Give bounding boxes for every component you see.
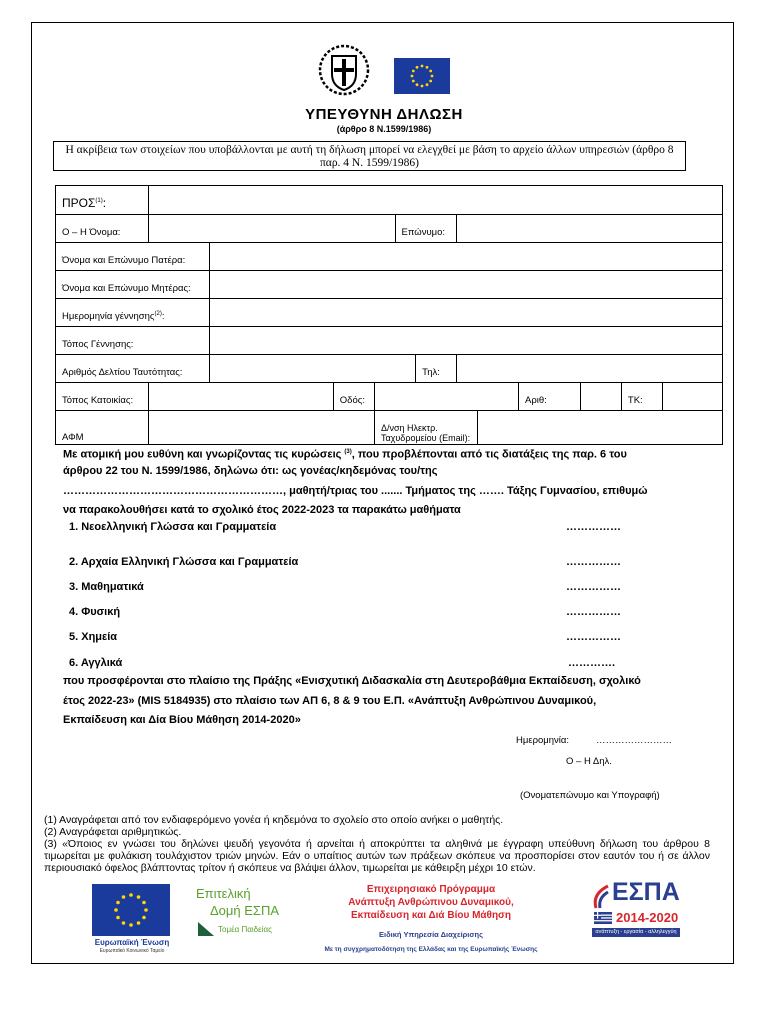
name-label: Ο – Η Όνομα: [56,215,149,243]
espa-logo-text: ΕΣΠΑ [612,878,680,906]
street-field[interactable] [374,383,518,411]
afm-field[interactable] [148,411,374,445]
signature-label: (Ονοματεπώνυμο και Υπογραφή) [520,790,660,801]
father-name-label: Όνομα και Επώνυμο Πατέρα: [56,243,210,271]
afm-label: ΑΦΜ [56,411,149,445]
executive-structure-line-1: Επιτελική [196,886,251,901]
declaration-line-3: ……………………………………………………, μαθητή/τριας του ....... Τμήματος της ……. Τάξης Γυμνασίου, επιθυμώ [63,485,648,497]
email-label: Δ/νση Ηλεκτρ. Ταχυδρομείου (Email): [374,411,477,445]
subject-label: 1. Νεοελληνική Γλώσσα και Γραμματεία [69,521,277,533]
offering-line-3: Εκπαίδευση και Δία Βίου Μάθηση 2014-2020» [63,714,301,726]
espa-tagline: ανάπτυξη - εργασία - αλληλεγγύη [592,928,680,937]
greek-coat-of-arms-icon [318,44,370,96]
phone-label: Τηλ: [416,355,457,383]
executive-structure-line-2: Δομή ΕΣΠΑ [210,903,280,918]
id-number-label: Αριθμός Δελτίου Ταυτότητας: [56,355,210,383]
subject-dots[interactable]: …………… [566,581,621,593]
subject-label: 4. Φυσική [69,606,121,618]
subject-dots[interactable]: …………. [568,657,616,669]
subject-dots[interactable]: …………… [566,606,621,618]
residence-label: Τόπος Κατοικίας: [56,383,149,411]
eu-flag-logo-icon [92,884,170,936]
declaration-line-4: να παρακολουθήσει κατά το σχολικό έτος 2022-2023 τα παρακάτω μαθήματα [63,504,461,516]
page-title: ΥΠΕΥΘΥΝΗ ΔΗΛΩΣΗ [305,106,463,123]
executive-structure-line-3: Τομέα Παιδείας [218,925,272,934]
subject-label: 3. Μαθηματικά [69,581,144,593]
declaration-line-1: Με ατομική μου ευθύνη και γνωρίζοντας τις κυρώσεις $^{(3)}$, που προβλέπονται από τις διατάξεις της παρ. 6 του [63,448,627,461]
declaration-line-2: άρθρου 22 του Ν. 1599/1986, δηλώνω ότι: ως γονέας/κηδεμόνας του/της [63,465,438,477]
birthplace-field[interactable] [210,327,723,355]
subject-label: 2. Αρχαία Ελληνική Γλώσσα και Γραμματεία [69,556,299,568]
eu-fund-caption: Ευρωπαϊκό Κοινωνικό Ταμείο [99,948,165,954]
declarant-form [55,185,723,445]
father-name-field[interactable] [210,243,723,271]
number-field[interactable] [580,383,621,411]
date-label: Ημερομηνία: [516,735,570,746]
subject-label: 5. Χημεία [69,631,118,643]
id-number-field[interactable] [210,355,416,383]
declarant-label: Ο – Η Δηλ. [566,756,612,767]
to-field[interactable] [148,186,722,215]
subject-dots[interactable]: …………… [566,521,621,533]
espa-swoosh-icon [590,884,610,910]
surname-field[interactable] [457,215,723,243]
birthplace-label: Τόπος Γέννησης: [56,327,210,355]
footnotes [44,814,710,874]
phone-field[interactable] [457,355,723,383]
postcode-field[interactable] [663,383,723,411]
op-line-3: Εκπαίδευση και Διά Βίου Μάθηση [350,910,512,921]
offering-line-1: που προσφέρονται στο πλαίσιο της Πράξης «Ενισχυτική Διδασκαλία στη Δευτεροβάθμια Εκπαίδευση, σχολικό [63,675,641,687]
subject-label: 6. Αγγλικά [69,657,123,669]
email-field[interactable] [477,411,722,445]
op-line-4: Ειδική Υπηρεσία Διαχείρισης [379,930,483,939]
subject-dots[interactable]: …………… [566,556,621,568]
eu-caption: Ευρωπαϊκή Ένωση [94,938,170,947]
footnote-3: (3) «Όποιος εν γνώσει του δηλώνει ψευδή γεγονότα ή αρνείται ή αποκρύπτει τα αληθινά με έγγραφη υπεύθυνη δήλωση του άρθρου 8 τιμωρείται με φυλάκιση τουλάχιστον τριών μηνών. Εάν ο υπαίτιος αυτών των πράξεων σκόπευε να προσπορίσει στον εαυτόν του ή σε άλλον περιουσιακό όφελος βλάπτοντας τρίτον ή σκόπευε να βλάψει άλλον, τιμωρείται με κάθειρξη μέχρι 10 ετών. [44,838,710,874]
name-field[interactable] [148,215,395,243]
birthdate-field[interactable] [210,299,723,327]
eu-flag-icon [394,58,450,94]
offering-line-2: έτος 2022-23» (MIS 5184935) στο πλαίσιο των ΑΠ 6, 8 & 9 του Ε.Π. «Ανάπτυξη Ανθρώπινου Δυναμικού, [63,695,597,707]
postcode-label: ΤΚ: [621,383,662,411]
footnote-1: (1) Αναγράφεται από τον ενδιαφερόμενο γονέα ή κηδεμόνα το σχολείο στο οποίο ανήκει ο μαθητής. [44,814,504,826]
subject-dots[interactable]: …………… [566,631,621,643]
mother-name-field[interactable] [210,271,723,299]
op-line-5: Με τη συγχρηματοδότηση της Ελλάδας και της Ευρωπαϊκής Ένωσης [324,946,538,953]
street-label: Οδός: [333,383,374,411]
op-line-2: Ανάπτυξη Ανθρώπινου Δυναμικού, [348,897,514,908]
greek-flag-icon [594,912,612,924]
triangle-logo-icon [198,922,214,936]
op-line-1: Επιχειρησιακό Πρόγραμμα [366,884,496,895]
residence-field[interactable] [148,383,333,411]
accuracy-notice: Η ακρίβεια των στοιχείων που υποβάλλονται με αυτή τη δήλωση μπορεί να ελεγχθεί με βάση το αρχείο άλλων υπηρεσιών (άρθρο 8 παρ. 4 Ν. 1599/1986) [53,141,686,171]
to-label: ΠΡΟΣ$^{(1)}$: [56,186,149,215]
footnote-2: (2) Αναγράφεται αριθμητικώς. [44,826,182,838]
page-subtitle: (άρθρο 8 Ν.1599/1986) [336,124,432,134]
mother-name-label: Όνομα και Επώνυμο Μητέρας: [56,271,210,299]
surname-label: Επώνυμο: [395,215,457,243]
espa-period: 2014-2020 [616,910,679,925]
number-label: Αριθ: [519,383,581,411]
birthdate-label: Ημερομηνία γέννησης$^{(2)}$: [56,299,210,327]
date-dots[interactable]: …………………… [596,735,672,746]
